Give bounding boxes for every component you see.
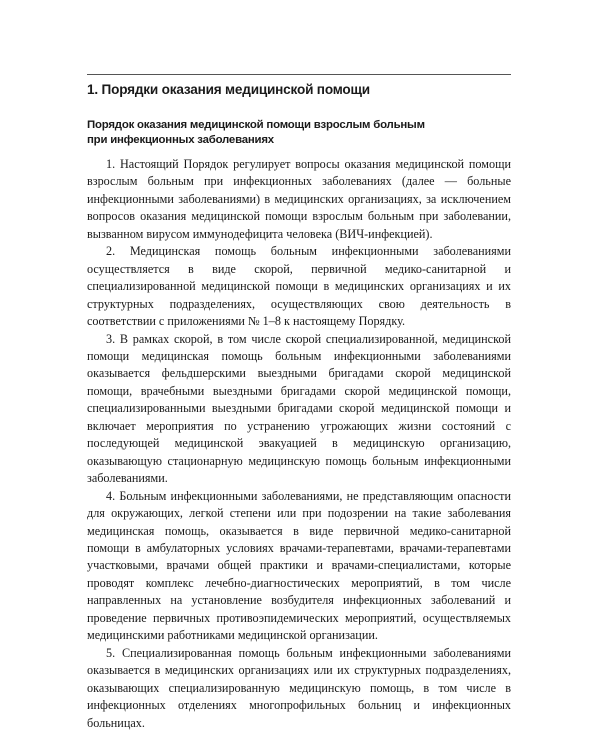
paragraph-2: 2. Медицинская помощь больным инфекционными заболеваниями осуществляется в виде скорой, первичной медико-санитарной и специализированной медицинской помощи в медицинских организациях и их структурных подразделениях, осуществляющих свою деятельность в соответствии с приложениями № 1–8 к настоящему Порядку. [87, 244, 511, 329]
header-rule [87, 74, 511, 75]
paragraph-4: 4. Больным инфекционными заболеваниями, не представляющим опасности для окружающих, легкой степени или при подозрении на такие заболевания медицинская помощь, оказывается в виде первичной медико-санитарной помощи в амбулаторных условиях врачами-терапевтами, врачами-терапевтами участковыми, врачами общей практики и врачами-специалистами, которые проводят комплекс лечебно-диагностических мероприятий, в том числе направленных на установление возбудителя инфекционных заболеваний и проведение первичных противоэпидемических мероприятий, осуществляемых медицинскими работниками медицинской организации. [87, 488, 511, 643]
section-title-line-2: при инфекционных заболеваниях [87, 134, 274, 146]
chapter-title: 1. Порядки оказания медицинской помощи [87, 82, 370, 97]
paragraph-3: 3. В рамках скорой, в том числе скорой специализированной, медицинской помощи медицинская помощь больным инфекционными заболеваниями оказывается фельдшерскими выездными бригадами скорой медицинской помощи, врачебными выездными бригадами скорой медицинской помощи, специализированными выездными бригадами скорой медицинской помощи и включает мероприятия по устранению угрожающих жизни состояний с последующей медицинской эвакуацией в медицинскую организацию, оказывающую стационарную медицинскую помощь больным инфекционными заболеваниями. [87, 331, 511, 486]
section-title-line-1: Порядок оказания медицинской помощи взрослым больным [87, 119, 425, 131]
paragraph-1: 1. Настоящий Порядок регулирует вопросы оказания медицинской помощи взрослым больным при инфекционных заболеваниях (далее — больные инфекционными заболеваниями) в медицинских организациях, за исключением вопросов оказания медицинской помощи взрослым больным при заболевании, вызванном вирусом иммунодефицита человека (ВИЧ-инфекцией). [87, 157, 511, 241]
section-title [87, 118, 517, 148]
body-text [87, 156, 511, 732]
paragraph-5: 5. Специализированная помощь больным инфекционными заболеваниями оказывается в медицинских организациях или их структурных подразделениях, оказывающих специализированную медицинскую помощь, в том числе в инфекционных отделениях многопрофильных больниц и инфекционных больницах. [87, 645, 511, 730]
